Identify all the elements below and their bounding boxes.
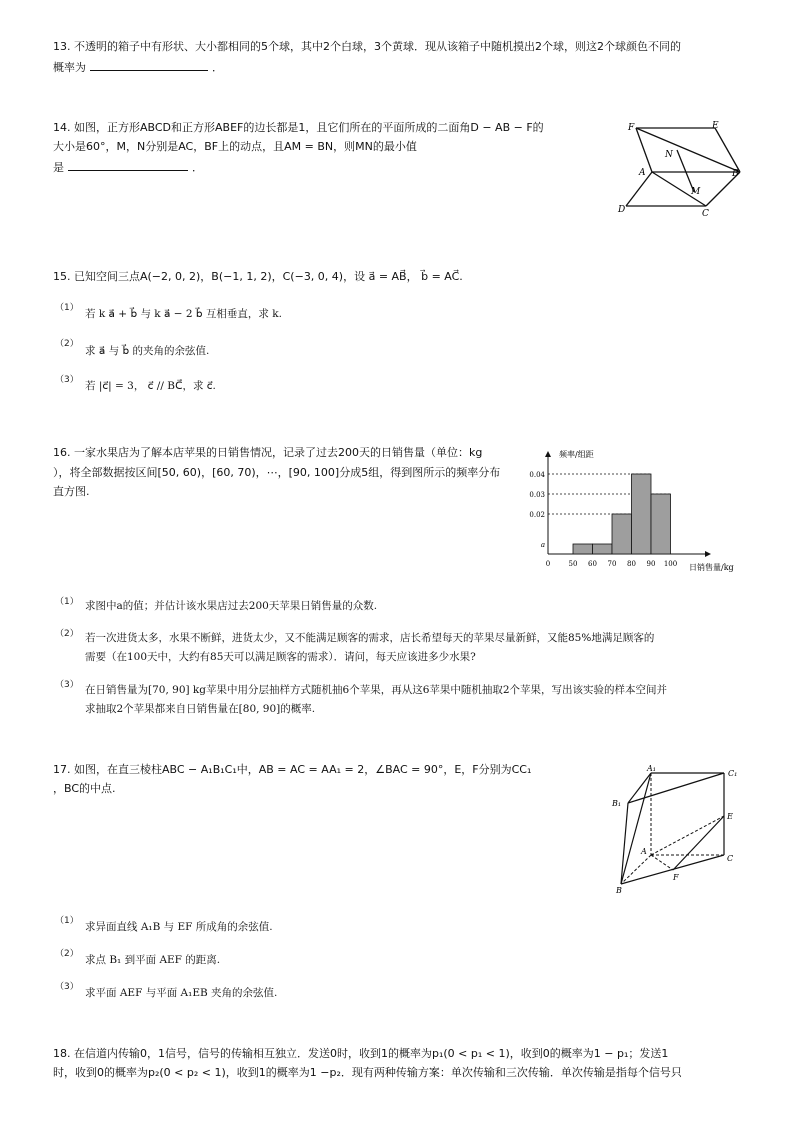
histogram-x-tick-label: 90	[646, 560, 656, 568]
histogram-x-tick-label: 80	[627, 560, 636, 568]
histogram-x-tick-label: 70	[607, 560, 617, 568]
fig17-label-B1: B₁	[612, 799, 622, 808]
q14-line-2: 大小是60°，M，N分别是AC，BF上的动点，且AM = BN，则MN的最小值	[53, 140, 417, 153]
q16-sub3-number: （3）	[55, 680, 79, 690]
q17-line-1: 17. 如图，在直三棱柱ABC − A₁B₁C₁中，AB = AC = AA₁ = 2，∠BAC = 90°，E，F分别为CC₁	[53, 763, 532, 776]
fig17-label-A: A	[641, 847, 647, 856]
fig14-label-M: M	[691, 187, 701, 197]
hist-ylabel: 频率/组距	[559, 450, 594, 459]
q16-sub3-text: 在日销售量为[70, 90] kg苹果中用分层抽样方式随机抽6个苹果，再从这6苹果中随机抽取2个苹果，写出该实验的样本空间并	[85, 684, 668, 696]
fig17-label-B: B	[616, 886, 622, 895]
q17-prism-figure	[606, 760, 746, 896]
q13-suffix: ．	[212, 61, 223, 74]
q16-line-1: 16. 一家水果店为了解本店苹果的日销售情况，记录了过去200天的日销售量（单位：kg	[53, 446, 483, 459]
q13-line-1: 13. 不透明的箱子中有形状、大小都相同的5个球，其中2个白球，3个黄球．现从该箱子中随机摸出2个球，则这2个球颜色不同的	[53, 40, 681, 53]
frequency-histogram	[526, 446, 744, 576]
q17-sub1-number: （1）	[55, 916, 79, 926]
q16-sub1-text: 求图中a的值；并估计该水果店过去200天苹果日销售量的众数.	[85, 600, 378, 612]
fig14-label-B: B	[732, 169, 739, 179]
fig14-label-C: C	[702, 209, 709, 219]
q17-line-2: ，BC的中点.	[53, 782, 116, 795]
histogram-bar	[593, 544, 613, 554]
histogram-y-tick-label: 0.04	[529, 471, 545, 479]
q16-sub3-text-cont: 求抽取2个苹果都来自日销售量在[80, 90]的概率.	[85, 703, 316, 715]
q16-sub1-number: （1）	[55, 597, 79, 607]
fig17-label-C1: C₁	[728, 769, 738, 778]
q15-line-1: 15. 已知空间三点A(−2, 0, 2)，B(−1, 1, 2)，C(−3, 0, 4)，设 a⃗ = AB⃗， b⃗ = AC⃗.	[53, 270, 463, 283]
q14-prefix: 是	[53, 161, 64, 174]
q17-sub3-text: 求平面 AEF 与平面 A₁EB 夹角的余弦值.	[85, 987, 278, 999]
q16-line-3: 直方图.	[53, 485, 90, 498]
q14-suffix: ．	[192, 161, 203, 174]
histogram-x-tick-label: 60	[588, 560, 597, 568]
histogram-x-tick-label: 50	[568, 560, 578, 568]
q14-line-1: 14. 如图，正方形ABCD和正方形ABEF的边长都是1，且它们所在的平面所成的二面角D − AB − F的	[53, 121, 544, 134]
q15-sub3-number: （3）	[55, 375, 79, 385]
histogram-y-tick-label: 0.02	[529, 511, 545, 519]
q14-square-figure	[614, 116, 744, 220]
q14-line-3	[53, 159, 203, 175]
histogram-x-tick-label: 100	[663, 560, 678, 568]
fig17-label-C: C	[727, 854, 734, 863]
fig14-label-N: N	[665, 150, 673, 160]
q16-line-2: ），将全部数据按区间[50, 60)，[60, 70)，⋯，[90, 100]分成5组，得到图所示的频率分布	[53, 466, 501, 479]
histogram-bar	[632, 474, 652, 554]
q15-sub1-number: （1）	[55, 303, 79, 313]
q13-prefix: 概率为	[53, 61, 86, 74]
fig14-label-E: E	[712, 121, 719, 131]
fig17-label-F: F	[673, 873, 679, 882]
q15-sub2-number: （2）	[55, 339, 79, 349]
q18-line-2: 时，收到0的概率为p₂(0 < p₂ < 1)，收到1的概率为1 −p₂．现有两种传输方案：单次传输和三次传输．单次传输是指每个信号只	[53, 1066, 682, 1079]
q15-sub3-text: 若 |c⃗| = 3， c⃗ // BC⃗，求 c⃗.	[85, 380, 216, 392]
q13-line-2	[53, 59, 223, 75]
histogram-bar	[651, 494, 671, 554]
histogram-bar	[573, 544, 593, 554]
fig17-label-A1: A₁	[647, 764, 656, 773]
answer-blank-14[interactable]	[68, 159, 188, 171]
histogram-y-tick-label: a	[540, 541, 545, 549]
histogram-bar	[612, 514, 632, 554]
q17-sub3-number: （3）	[55, 982, 79, 992]
histogram-x-tick-label: 0	[545, 560, 551, 568]
q16-sub2-number: （2）	[55, 629, 79, 639]
q17-sub2-text: 求点 B₁ 到平面 AEF 的距离.	[85, 954, 221, 966]
fig14-label-D: D	[618, 205, 626, 215]
answer-blank-13[interactable]	[90, 59, 208, 71]
histogram-y-tick-label: 0.03	[529, 491, 545, 499]
fig14-label-A: A	[639, 168, 646, 178]
q18-line-1: 18. 在信道内传输0，1信号，信号的传输相互独立．发送0时，收到1的概率为p₁(0 < p₁ < 1)，收到0的概率为1 − p₁；发送1	[53, 1047, 669, 1060]
q17-sub1-text: 求异面直线 A₁B 与 EF 所成角的余弦值.	[85, 921, 273, 933]
q15-sub1-text: 若 k a⃗ + b⃗ 与 k a⃗ − 2 b⃗ 互相垂直，求 k.	[85, 308, 282, 320]
q16-sub2-text: 若一次进货太多，水果不断鲜，进货太少，又不能满足顾客的需求，店长希望每天的苹果尽量新鲜，又能85%地满足顾客的	[85, 632, 655, 644]
q15-sub2-text: 求 a⃗ 与 b⃗ 的夹角的余弦值.	[85, 345, 210, 357]
fig14-label-F: F	[628, 123, 635, 133]
q16-sub2-text-cont: 需要（在100天中，大约有85天可以满足顾客的需求）．请问，每天应该进多少水果?	[85, 651, 476, 663]
fig17-label-E: E	[727, 812, 733, 821]
q17-sub2-number: （2）	[55, 949, 79, 959]
hist-xlabel: 日销售量/kg	[689, 563, 734, 572]
